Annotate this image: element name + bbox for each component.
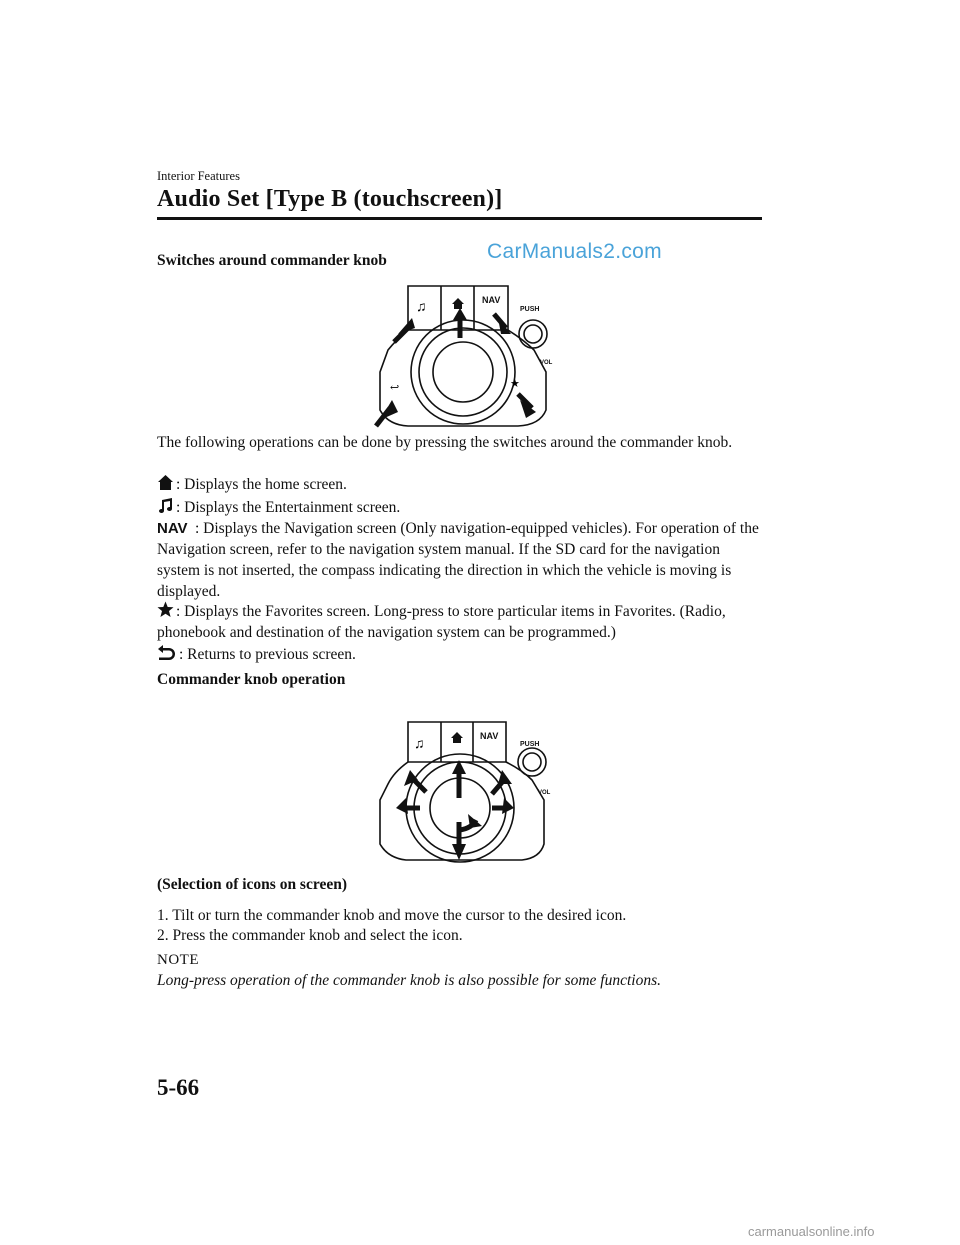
page-number: 5-66: [157, 1075, 200, 1100]
figure2-home-icon: [451, 732, 463, 743]
figure2-nav-label: NAV: [480, 731, 499, 741]
figure2-vol-label: VOL: [538, 790, 551, 796]
figure2-push-label: PUSH: [520, 741, 540, 748]
note-text: Long-press operation of the commander knob is also possible for some functions.: [157, 972, 662, 989]
switch-item-nav-text: : Displays the Navigation screen (Only navigation-equipped vehicles). For operation of the Navigation screen, refer to the navigation system manual. If the SD card for the navigation system is not inserted, the compass indicating the direction in which the vehicle is moving is displayed.: [157, 520, 759, 600]
section-label: Interior Features: [157, 169, 240, 183]
figure2-music-icon: ♫: [414, 737, 425, 752]
title-rule: [157, 217, 762, 220]
watermark: CarManuals2.com: [487, 240, 662, 263]
list-item: 2. Press the commander knob and select the icon.: [157, 927, 463, 944]
switch-item-nav: [157, 518, 762, 602]
switches-intro: The following operations can be done by pressing the switches around the commander knob.: [157, 434, 733, 451]
switch-item-favorites-text: : Displays the Favorites screen. Long-press to store particular items in Favorites. (Radio, phonebook and destination of the navigation system can be programmed.): [157, 603, 726, 641]
steps-list: [157, 906, 762, 946]
operation-figure: [372, 718, 568, 868]
figure-star-icon: ★: [510, 378, 520, 390]
switches-figure: [368, 280, 568, 430]
note-label: NOTE: [157, 952, 199, 968]
nav-icon-text: NAV: [157, 520, 188, 535]
figure-nav-label: NAV: [482, 295, 501, 305]
list-item: 1. Tilt or turn the commander knob and move the cursor to the desired icon.: [157, 907, 627, 924]
figure-vol-label: VOL: [540, 360, 553, 366]
switch-item-back: [157, 644, 762, 665]
figure-home-icon: [452, 298, 464, 309]
footer-source: carmanualsonline.info: [748, 1224, 875, 1239]
switch-item-home: [157, 474, 762, 495]
music-note-icon: [157, 497, 174, 514]
selection-heading: (Selection of icons on screen): [157, 876, 347, 893]
switches-heading: Switches around commander knob: [157, 252, 387, 269]
figure2-tilt-arrows: [396, 760, 514, 860]
switch-item-entertainment-text: : Displays the Entertainment screen.: [176, 499, 401, 516]
home-icon: [157, 474, 174, 491]
page-title: Audio Set [Type B (touchscreen)]: [157, 186, 503, 212]
star-icon: [157, 601, 174, 618]
nav-icon: [157, 519, 193, 535]
operation-heading: Commander knob operation: [157, 671, 346, 688]
figure-back-icon: ↩: [390, 382, 400, 394]
figure-press-arrows: [376, 308, 536, 426]
figure-push-label: PUSH: [520, 306, 540, 313]
back-arrow-icon: [157, 644, 177, 661]
switch-item-home-text: : Displays the home screen.: [176, 476, 347, 493]
switch-item-back-text: : Returns to previous screen.: [179, 646, 356, 663]
switch-item-entertainment: [157, 497, 762, 518]
figure-music-icon: ♫: [416, 300, 427, 315]
switch-item-favorites: [157, 601, 762, 643]
